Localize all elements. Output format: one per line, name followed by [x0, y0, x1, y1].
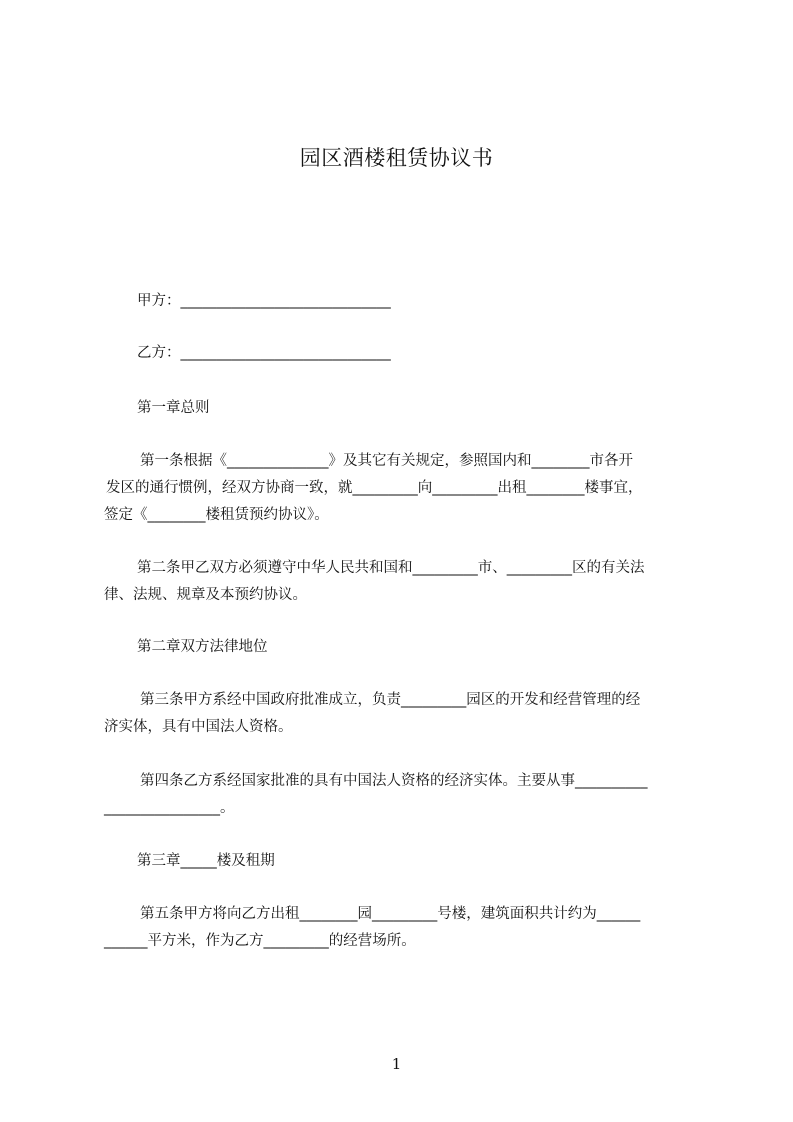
chapter-3-heading: 第三章_____楼及租期 — [137, 853, 275, 869]
article-5-line-1: 第五条甲方将向乙方出租________园_________号楼，建筑面积共计约为______ — [140, 906, 641, 922]
article-1-line-1: 第一条根据《______________》及其它有关规定，参照国内和________市各开 — [140, 453, 633, 469]
article-5-line-2: ______平方米，作为乙方_________的经营场所。 — [104, 933, 416, 949]
page-number: 1 — [391, 1055, 402, 1073]
article-4-line-1: 第四条乙方系经国家批准的具有中国法人资格的经济实体。主要从事__________ — [140, 773, 648, 789]
article-2-line-1: 第二条甲乙双方必须遵守中华人民共和国和_________市、_________区的有关法 — [137, 560, 645, 576]
article-3-line-1: 第三条甲方系经中国政府批准成立，负责_________园区的开发和经营管理的经 — [140, 692, 641, 708]
article-2-line-2: 律、法规、规章及本预约协议。 — [104, 587, 307, 603]
article-1-line-3: 签定《________楼租赁预约协议》。 — [104, 507, 329, 523]
chapter-2-heading: 第二章双方法律地位 — [137, 639, 268, 655]
document-title: 园区酒楼租赁协议书 — [299, 146, 494, 170]
article-3-line-2: 济实体，具有中国法人资格。 — [104, 719, 293, 735]
chapter-1-heading: 第一章总则 — [137, 400, 210, 416]
party-a-line: 甲方：_____________________________ — [137, 293, 391, 309]
article-4-line-2: ________________。 — [104, 800, 235, 816]
party-b-line: 乙方：_____________________________ — [137, 345, 391, 361]
article-1-line-2: 发区的通行惯例，经双方协商一致，就_________向_________出租________楼事宜， — [106, 480, 643, 496]
